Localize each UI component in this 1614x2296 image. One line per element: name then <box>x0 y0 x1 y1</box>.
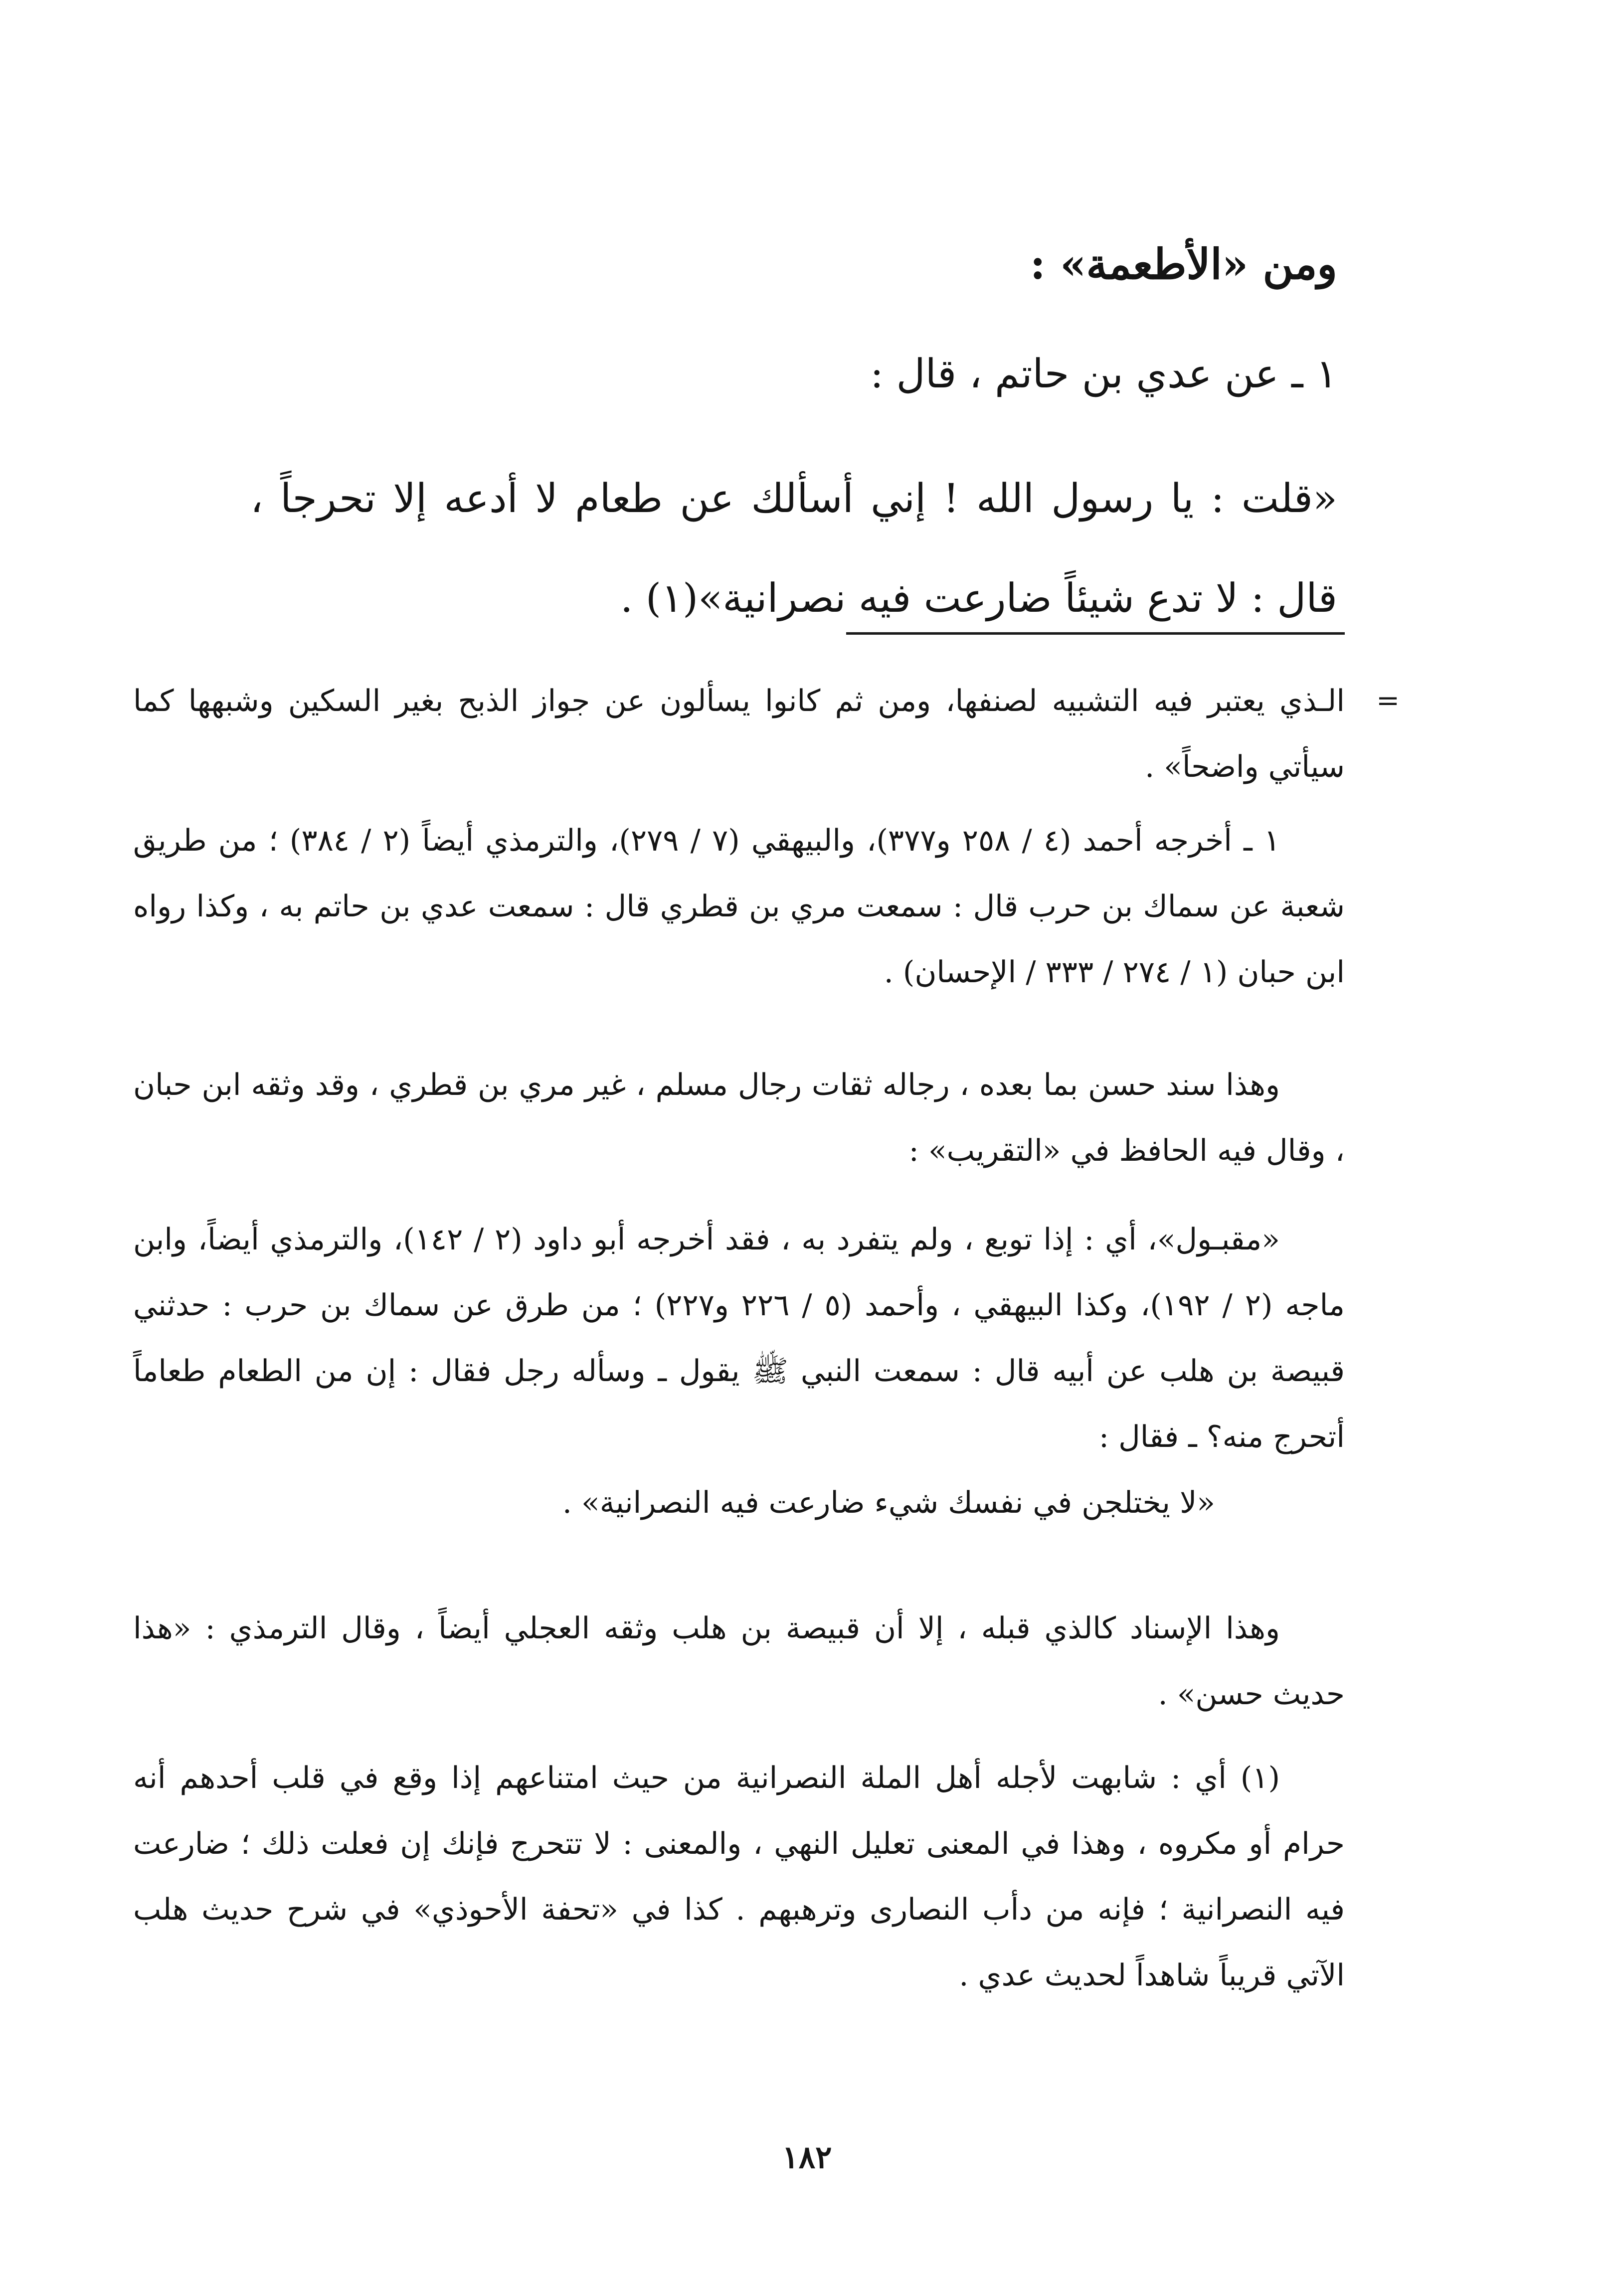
footnote-continuation <box>133 668 1400 800</box>
hadith-intro: ١ ـ عن عدي بن حاتم ، قال : <box>870 351 1337 397</box>
continuation-mark: = <box>1376 685 1400 717</box>
footnote-grading <box>133 1052 1345 1184</box>
section-heading: ومن «الأطعمة» : <box>1030 239 1337 289</box>
quoted-hadith: «لا يختلجن في نفسك شيء ضارعت فيه النصرانية» . <box>562 1485 1215 1520</box>
continuation-text: الـذي يعتبر فيه التشبيه لصنفها، ومن ثم كانوا يسألون عن جواز الذبح بغير السكين وشبهها كما سيأتي واضحاً» . <box>133 684 1345 784</box>
page-number: ١٨٢ <box>782 2139 832 2175</box>
footnote-separator <box>846 632 1345 635</box>
maqbul-text: «مقبـول»، أي : إذا توبع ، ولم يتفرد به ، فقد أخرجه أبو داود (٢ / ١٤٢)، والترمذي أيضاً، وابن ماجه (٢ / ١٩٢)، وكذا البيهقي ، وأحمد (٥ / ٢٢٦ و٢٢٧) ؛ من طرق عن سماك بن حرب : حدثني قبيصة بن هلب عن أبيه قال : سمعت النبي ﷺ يقول ـ وسأله رجل فقال : إن من الطعام طعاماً أتحرج منه؟ ـ فقال : <box>133 1222 1345 1454</box>
footnote-maqbul <box>133 1207 1345 1536</box>
footnote-explanation <box>133 1745 1345 2008</box>
grading-text: وهذا سند حسن بما بعده ، رجاله ثقات رجال مسلم ، غير مري بن قطري ، وقد وثقه ابن حبان ، وقال فيه الحافظ في «التقريب» : <box>133 1067 1345 1168</box>
takhrij-text: ١ ـ أخرجه أحمد (٤ / ٢٥٨ و٣٧٧)، والبيهقي (٧ / ٢٧٩)، والترمذي أيضاً (٢ / ٣٨٤) ؛ من طريق شعبة عن سماك بن حرب قال : سمعت مري بن قطري قال : سمعت عدي بن حاتم به ، وكذا رواه ابن حبان (١ / ٢٧٤ / ٣٣٣ / الإحسان) . <box>133 823 1345 990</box>
hadith-text: «قلت : يا رسول الله ! إني أسألك عن طعام لا أدعه إلا تحرجاً ، قال : لا تدع شيئاً ضارعت فيه نصرانية»(١) . <box>250 475 1337 621</box>
footnote-isnad <box>133 1595 1345 1727</box>
footnote-takhrij <box>133 808 1345 1005</box>
explanation-text: (١) أي : شابهت لأجله أهل الملة النصرانية من حيث امتناعهم إذا وقع في قلب أحدهم أنه حرام أو مكروه ، وهذا في المعنى تعليل النهي ، والمعنى : لا تتحرج فإنك إن فعلت ذلك ؛ ضارعت فيه النصرانية ؛ فإنه من دأب النصارى وترهبهم . كذا في «تحفة الأحوذي» في شرح حديث هلب الآتي قريباً شاهداً لحديث عدي . <box>133 1761 1345 1993</box>
isnad-text: وهذا الإسناد كالذي قبله ، إلا أن قبيصة بن هلب وثقه العجلي أيضاً ، وقال الترمذي : «هذا حديث حسن» . <box>133 1611 1345 1712</box>
